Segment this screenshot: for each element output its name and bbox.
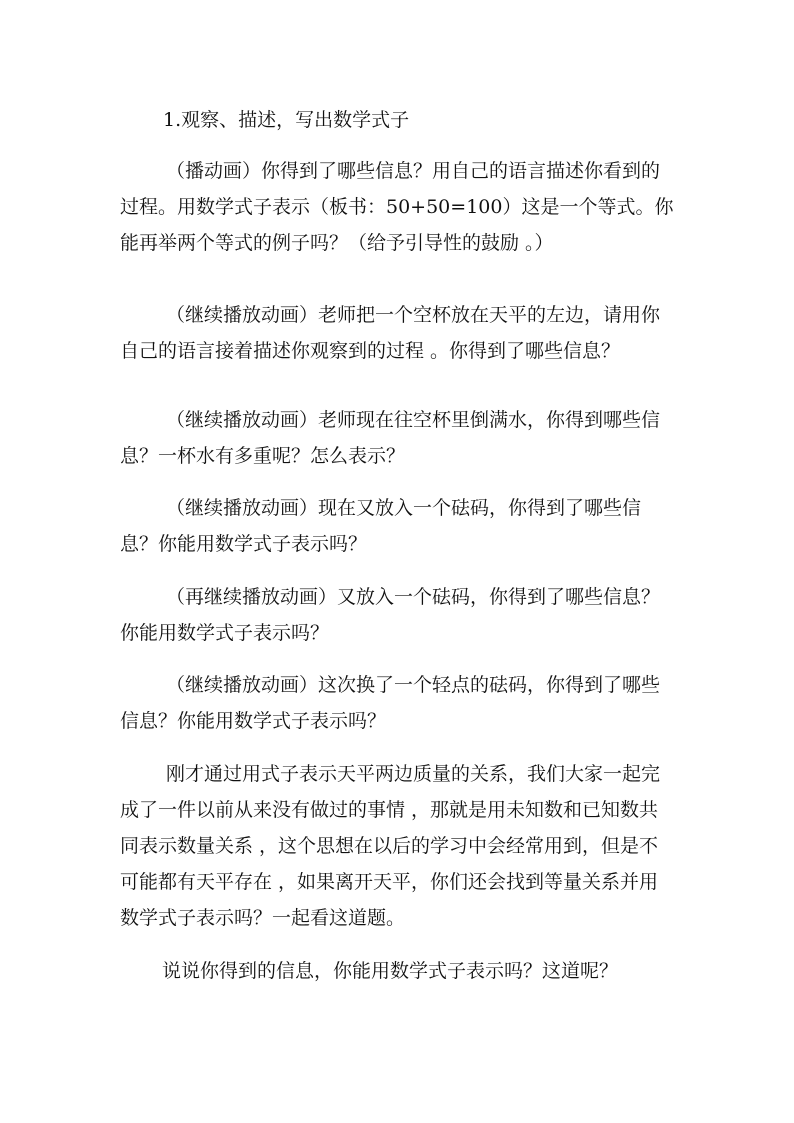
paragraph-5: （再继续播放动画）又放入一个砝码，你得到了哪些信息？你能用数学式子表示吗？ [120,586,661,644]
paragraph-6: （继续播放动画）这次换了一个轻点的砝码，你得到了哪些信息？你能用数学式子表示吗？ [120,674,661,732]
paragraph-8: 说说你得到的信息，你能用数学式子表示吗？这道呢？ [162,960,619,982]
paragraph-1: （播动画）你得到了哪些信息？用自己的语言描述你看到的过程。用数学式子表示（板书：50+50=100）这是一个等式。你能再举两个等式的例子吗？（给予引导性的鼓励 。） [120,160,674,254]
paragraph-3: （继续播放动画）老师现在往空杯里倒满水，你得到哪些信息？一杯水有多重呢？怎么表示？ [120,409,661,467]
section-heading: 1.观察、描述，写出数学式子 [163,109,410,131]
paragraph-7: 刚才通过用式子表示天平两边质量的关系，我们大家一起完成了一件以前从来没有做过的事情 ，那就是用未知数和已知数共同表示数量关系 ，这个思想在以后的学习中会经常用到，但是不可能都有天平存在 ，如果离开天平，你们还会找到等量关系并用数学式子表示吗？一起看这道题。 [120,763,661,929]
paragraph-4: （继续播放动画）现在又放入一个砝码，你得到了哪些信息？你能用数学式子表示吗？ [120,497,642,555]
paragraph-2: （继续播放动画）老师把一个空杯放在天平的左边，请用你自己的语言接着描述你观察到的过程 。你得到了哪些信息？ [120,304,661,362]
